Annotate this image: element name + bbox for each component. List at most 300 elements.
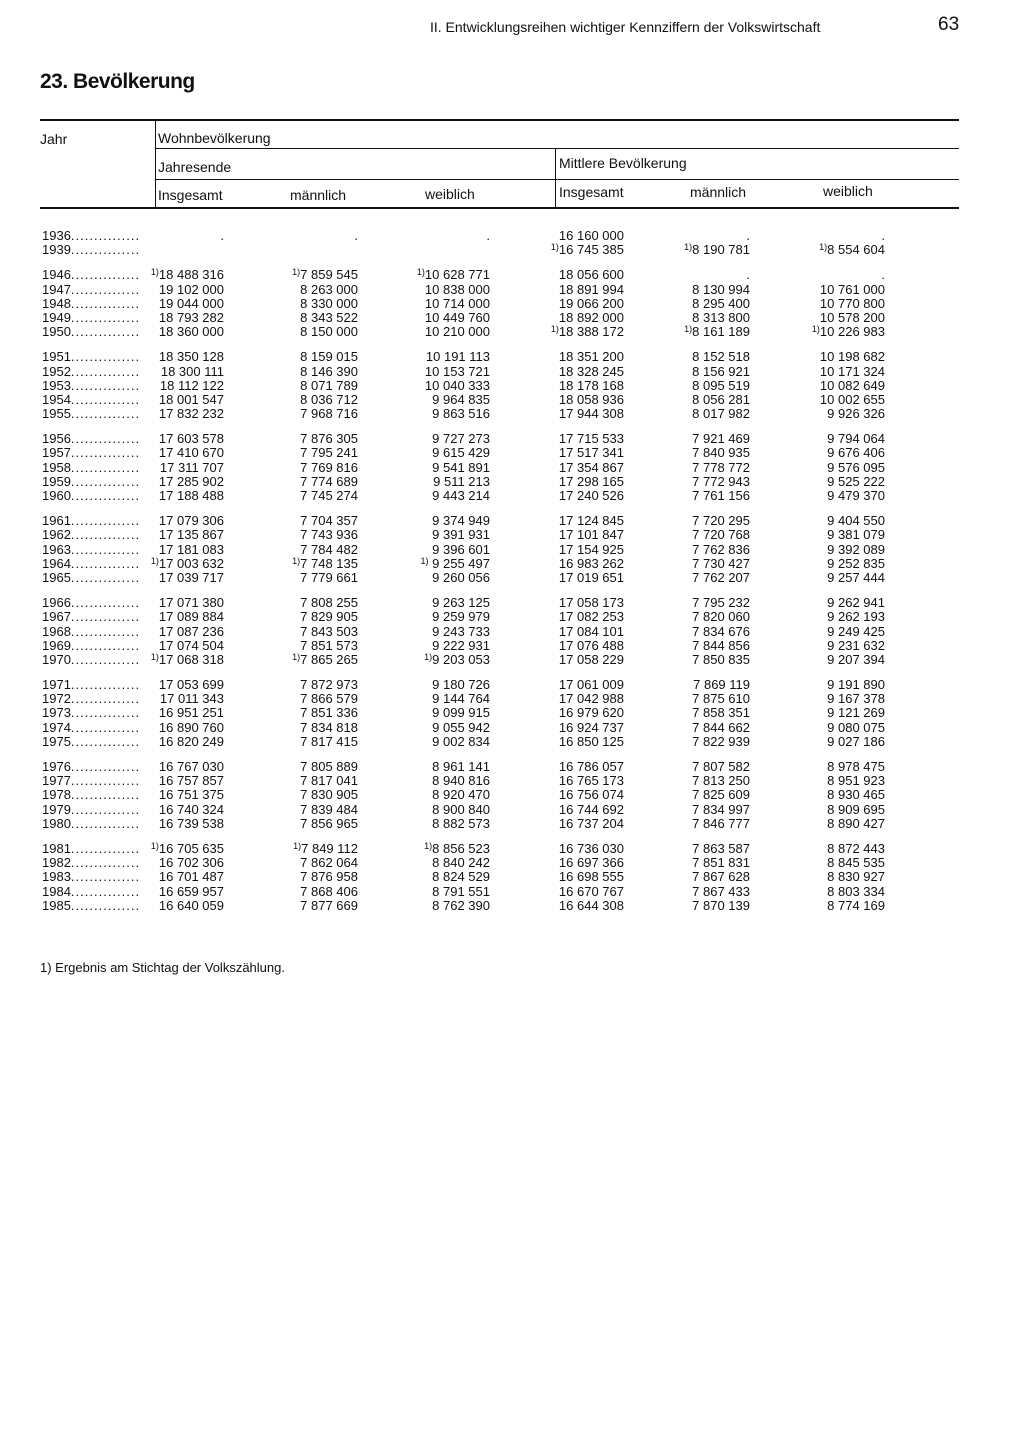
cell-insgesamt: 16 820 249 [158,733,224,749]
year-cell: 1966............... [42,596,141,611]
footnote-marker: 1) [550,324,559,335]
cell-mittel-weiblich: 9 794 064 [827,431,885,447]
year-cell: 1979............... [42,802,141,817]
year-cell: 1965............... [42,570,141,585]
cell-mittel-weiblich: 9 576 095 [827,459,885,475]
cell-mittel-maennlich: 7 851 831 [692,855,750,871]
year-cell: 1978............... [42,788,141,803]
cell-mittel-maennlich: 8 130 994 [692,281,750,297]
cell-mittel-weiblich: 10 171 324 [819,363,885,379]
year-cell: 1971............... [42,678,141,693]
cell-mittel-maennlich: 7 762 836 [692,541,750,557]
footnote-marker: 1) [292,651,301,662]
cell-weiblich: 8 840 242 [432,855,490,871]
footnote: 1) Ergebnis am Stichtag der Volkszählung. [40,960,285,975]
footnote-marker: 1) [420,555,429,566]
cell-mittel-insgesamt: 17 298 165 [558,473,624,489]
cell-maennlich: 8 159 015 [300,349,358,365]
cell-insgesamt: 17 135 867 [158,527,224,543]
cell-mittel-weiblich: . [881,228,885,243]
cell-mittel-insgesamt: 17 061 009 [558,677,624,693]
table-row [0,350,1024,364]
cell-insgesamt: . [220,228,224,243]
cell-mittel-weiblich: 9 926 326 [827,406,885,422]
cell-mittel-maennlich: 8 017 982 [692,406,750,422]
cell-insgesamt: 17 053 699 [158,677,224,693]
year-cell: 1976............... [42,760,141,774]
year-cell: 1951............... [42,350,141,365]
cell-mittel-maennlich: 7 840 935 [692,445,750,461]
cell-mittel-maennlich: 7 822 939 [692,733,750,749]
year-cell: 1936............... [42,229,141,243]
year-cell: 1975............... [42,734,141,749]
cell-maennlich: 7 779 661 [300,569,358,585]
table-row [0,379,1024,393]
table-row [0,678,1024,692]
cell-mittel-weiblich: 10 761 000 [819,281,885,297]
cell-mittel-weiblich: 9 252 835 [827,555,885,571]
footnote-marker: 1) [293,840,302,851]
cell-insgesamt: 16 751 375 [158,787,224,803]
cell-weiblich: 9 222 931 [432,637,490,653]
cell-maennlich: 7 834 818 [300,719,358,735]
cell-weiblich: 9 002 834 [432,733,490,749]
cell-mittel-insgesamt: 18 058 936 [558,391,624,407]
cell-maennlich: 7 805 889 [300,759,358,774]
cell-mittel-insgesamt: 16 737 204 [558,815,624,831]
footnote-marker: 1) [550,242,559,253]
year-cell: 1973............... [42,706,141,721]
cell-insgesamt: 16 739 538 [158,815,224,831]
cell-maennlich: 7 866 579 [300,691,358,707]
cell-mittel-maennlich: 7 778 772 [692,459,750,475]
cell-weiblich: 9 511 213 [433,473,490,489]
cell-mittel-insgesamt: 16 979 620 [558,705,624,721]
header-divider-year [155,119,156,207]
cell-weiblich: 10 040 333 [424,377,490,393]
year-cell: 1960............... [42,489,141,503]
cell-mittel-insgesamt: 18 892 000 [558,309,624,325]
cell-mittel-insgesamt: $^{1)}$18 388 172 [550,324,624,340]
footnote-marker: 1) [819,242,828,253]
col-header-year: Jahr [40,131,68,147]
cell-insgesamt: 19 044 000 [158,295,224,311]
cell-weiblich: $^{1)}$9 203 053 [424,651,490,667]
running-title: II. Entwicklungsreihen wichtiger Kennziffern der Volkswirtschaft [430,19,821,35]
footnote-marker: 1) [292,555,301,566]
cell-weiblich: 9 443 214 [432,488,490,503]
cell-maennlich: . [354,228,358,243]
cell-mittel-insgesamt: 17 517 341 [558,445,624,461]
year-cell: 1963............... [42,542,141,557]
cell-mittel-insgesamt: 16 924 737 [558,719,624,735]
table-row [0,721,1024,735]
footnote-marker: 1) [684,324,693,335]
cell-weiblich: 9 259 979 [432,609,490,625]
cell-mittel-weiblich: 9 027 186 [827,733,885,749]
cell-insgesamt: 17 311 707 [159,459,224,475]
cell-insgesamt: 17 079 306 [158,513,224,529]
cell-maennlich: $^{1)}$7 849 112 [293,840,358,856]
cell-weiblich: 8 824 529 [432,869,490,885]
cell-mittel-insgesamt: 17 084 101 [558,623,624,639]
cell-mittel-weiblich: 9 381 079 [827,527,885,543]
cell-weiblich: 9 180 726 [432,677,490,693]
cell-mittel-insgesamt: 17 058 229 [558,651,624,667]
cell-maennlich: 7 839 484 [300,801,358,817]
cell-mittel-maennlich: 7 850 835 [692,651,750,667]
cell-mittel-insgesamt: 16 160 000 [558,228,624,243]
col-header-insgesamt: Insgesamt [158,187,223,203]
cell-weiblich: 10 210 000 [424,324,490,340]
cell-mittel-insgesamt: 18 328 245 [558,363,624,379]
cell-maennlich: 7 817 041 [300,773,358,789]
cell-maennlich: 8 071 789 [300,377,358,393]
cell-insgesamt: 17 071 380 [158,595,224,611]
cell-insgesamt: 17 011 343 [159,691,224,707]
table-body [0,229,1024,913]
year-cell: 1950............... [42,325,141,340]
cell-mittel-insgesamt: 18 891 994 [558,281,624,297]
cell-mittel-weiblich: 8 909 695 [827,801,885,817]
cell-weiblich: 8 762 390 [432,897,490,913]
cell-mittel-insgesamt: 16 756 074 [558,787,624,803]
cell-insgesamt: $^{1)}$17 003 632 [150,555,224,571]
cell-mittel-weiblich: 9 404 550 [827,513,885,529]
table-row [0,842,1024,856]
cell-mittel-weiblich: 9 262 941 [827,595,885,611]
cell-mittel-maennlich: 7 867 628 [692,869,750,885]
cell-maennlich: 7 830 905 [300,787,358,803]
cell-mittel-insgesamt: 17 042 988 [558,691,624,707]
cell-weiblich: $^{1)}$8 856 523 [424,840,490,856]
table-row [0,514,1024,528]
cell-weiblich: 10 191 113 [425,349,490,365]
cell-insgesamt: 18 300 111 [160,363,224,379]
col-header-weiblich-mittel: weiblich [823,183,873,199]
cell-weiblich: 8 900 840 [432,801,490,817]
year-cell: 1964............... [42,556,141,571]
cell-weiblich: 8 791 551 [432,883,490,899]
cell-mittel-insgesamt: 17 101 847 [558,527,624,543]
table-row [0,243,1024,257]
footnote-marker: 1) [424,840,433,851]
cell-mittel-weiblich: 8 830 927 [827,869,885,885]
cell-mittel-maennlich: 7 761 156 [692,488,750,503]
cell-mittel-weiblich: 9 231 632 [827,637,885,653]
cell-weiblich: 10 714 000 [424,295,490,311]
cell-mittel-maennlich: 7 863 587 [692,840,750,856]
cell-mittel-maennlich: 7 807 582 [692,759,750,774]
cell-weiblich: 8 961 141 [432,759,490,774]
table-row [0,475,1024,489]
col-header-weiblich: weiblich [425,186,475,202]
cell-mittel-maennlich: 7 869 119 [693,677,750,693]
cell-mittel-maennlich: 7 870 139 [692,897,750,913]
year-cell: 1982............... [42,856,141,871]
cell-mittel-maennlich: $^{1)}$8 161 189 [684,324,750,340]
cell-mittel-insgesamt: 17 240 526 [558,488,624,503]
year-cell: 1952............... [42,364,141,379]
year-cell: 1972............... [42,692,141,707]
cell-insgesamt: 16 757 857 [158,773,224,789]
cell-mittel-weiblich: 9 191 890 [827,677,885,693]
cell-maennlich: 8 330 000 [300,295,358,311]
cell-mittel-maennlich: 8 095 519 [692,377,750,393]
cell-mittel-insgesamt: 17 076 488 [558,637,624,653]
cell-mittel-weiblich: $^{1)}$8 554 604 [819,242,885,258]
year-cell: 1981............... [42,841,141,856]
cell-mittel-weiblich: 8 803 334 [827,883,885,899]
footnote-marker: 1) [416,267,425,278]
cell-weiblich: 10 838 000 [424,281,490,297]
cell-insgesamt: 16 701 487 [158,869,224,885]
cell-insgesamt: 16 767 030 [158,759,224,774]
year-cell: 1947............... [42,282,141,297]
table-row [0,311,1024,325]
cell-mittel-weiblich: 9 080 075 [827,719,885,735]
cell-maennlich: 7 769 816 [300,459,358,475]
year-cell: 1974............... [42,720,141,735]
cell-insgesamt: $^{1)}$17 068 318 [150,651,224,667]
table-row [0,268,1024,282]
cell-insgesamt: 17 188 488 [158,488,224,503]
cell-insgesamt: 17 074 504 [158,637,224,653]
cell-maennlich: 7 795 241 [300,445,358,461]
cell-insgesamt: 19 102 000 [158,281,224,297]
table-row [0,432,1024,446]
cell-maennlich: 7 829 905 [300,609,358,625]
year-cell: 1954............... [42,392,141,407]
cell-weiblich: 8 940 816 [432,773,490,789]
table-row [0,571,1024,585]
footnote-marker: 1) [150,267,159,278]
cell-mittel-maennlich: 7 820 060 [692,609,750,625]
cell-mittel-insgesamt: 18 351 200 [558,349,624,365]
cell-mittel-weiblich: 9 262 193 [827,609,885,625]
year-cell: 1953............... [42,378,141,393]
cell-mittel-insgesamt: 16 644 308 [558,897,624,913]
footnote-marker: 1) [150,555,159,566]
cell-mittel-maennlich: 7 844 662 [692,719,750,735]
table-row [0,788,1024,802]
cell-weiblich: 9 391 931 [432,527,490,543]
cell-mittel-weiblich: 9 207 394 [827,651,885,667]
subgroup-header-mittlere: Mittlere Bevölkerung [559,155,687,171]
cell-mittel-maennlich: 7 834 676 [692,623,750,639]
cell-mittel-maennlich: 7 720 295 [692,513,750,529]
table-row [0,803,1024,817]
cell-mittel-maennlich: 7 875 610 [692,691,750,707]
year-cell: 1969............... [42,638,141,653]
cell-insgesamt: 16 740 324 [158,801,224,817]
cell-maennlich: 8 263 000 [300,281,358,297]
table-row [0,297,1024,311]
table-row [0,610,1024,624]
cell-maennlich: 8 343 522 [300,309,358,325]
cell-mittel-insgesamt: 16 786 057 [558,759,624,774]
year-cell: 1977............... [42,774,141,789]
cell-maennlich: 8 150 000 [300,324,358,340]
cell-mittel-maennlich: 7 813 250 [692,773,750,789]
cell-weiblich: 9 099 915 [432,705,490,721]
cell-maennlich: 7 745 274 [300,488,358,503]
table-row [0,407,1024,421]
cell-insgesamt: 18 112 122 [159,377,224,393]
cell-mittel-maennlich: 7 921 469 [692,431,750,447]
cell-weiblich: $^{1)}$ 9 255 497 [420,555,490,571]
cell-insgesamt: 18 793 282 [158,309,224,325]
cell-mittel-weiblich: 10 198 682 [819,349,885,365]
cell-mittel-weiblich: 10 002 655 [819,391,885,407]
cell-weiblich: 9 863 516 [432,406,490,422]
cell-insgesamt: 16 640 059 [158,897,224,913]
col-header-insgesamt-mittel: Insgesamt [559,184,624,200]
cell-mittel-weiblich: 9 249 425 [827,623,885,639]
cell-mittel-insgesamt: 17 354 867 [558,459,624,475]
cell-mittel-maennlich: . [746,267,750,283]
cell-maennlich: 7 784 482 [300,541,358,557]
cell-insgesamt: 16 951 251 [158,705,224,721]
cell-weiblich: . [486,228,490,243]
cell-maennlich: 7 862 064 [300,855,358,871]
cell-insgesamt: 17 181 083 [158,541,224,557]
cell-insgesamt: 17 410 670 [158,445,224,461]
table-row [0,639,1024,653]
cell-mittel-weiblich: 8 872 443 [827,840,885,856]
table-row [0,870,1024,884]
footnote-marker: 1) [150,840,159,851]
cell-weiblich: 8 882 573 [432,815,490,831]
cell-weiblich: 9 374 949 [432,513,490,529]
cell-weiblich: $^{1)}$10 628 771 [416,267,490,283]
cell-maennlich: 7 851 573 [300,637,358,653]
cell-maennlich: 7 876 958 [300,869,358,885]
cell-mittel-maennlich: 8 056 281 [692,391,750,407]
cell-weiblich: 9 243 733 [432,623,490,639]
cell-maennlich: 7 877 669 [300,897,358,913]
table-row [0,393,1024,407]
table-row [0,528,1024,542]
cell-mittel-maennlich: 7 846 777 [692,815,750,831]
cell-mittel-weiblich: 8 951 923 [827,773,885,789]
year-cell: 1959............... [42,474,141,489]
cell-mittel-insgesamt: 16 670 767 [558,883,624,899]
cell-mittel-maennlich: 7 762 207 [692,569,750,585]
cell-mittel-weiblich: 9 676 406 [827,445,885,461]
cell-mittel-weiblich: $^{1)}$10 226 983 [811,324,885,340]
table-row [0,692,1024,706]
year-cell: 1968............... [42,624,141,639]
col-header-maennlich: männlich [290,187,347,203]
cell-maennlich: 7 817 415 [300,733,358,749]
cell-mittel-maennlich: $^{1)}$8 190 781 [684,242,750,258]
table-row [0,461,1024,475]
table-row [0,774,1024,788]
footnote-marker: 1) [684,242,693,253]
cell-mittel-weiblich: 8 774 169 [827,897,885,913]
table-row [0,489,1024,503]
cell-insgesamt: 17 832 232 [158,406,224,422]
group-header-wohnbevoelkerung: Wohnbevölkerung [158,130,271,146]
cell-mittel-insgesamt: 17 715 533 [558,431,624,447]
table-top-rule [40,119,959,121]
cell-maennlich: 7 876 305 [300,431,358,447]
cell-mittel-insgesamt: 17 019 651 [558,569,624,585]
cell-insgesamt: 17 285 902 [158,473,224,489]
cell-mittel-maennlich: 7 730 427 [692,555,750,571]
cell-maennlich: 7 851 336 [300,705,358,721]
year-cell: 1961............... [42,514,141,529]
cell-mittel-weiblich: 8 890 427 [827,815,885,831]
cell-insgesamt: 18 001 547 [158,391,224,407]
year-cell: 1939............... [42,243,141,258]
cell-mittel-insgesamt: 16 698 555 [558,869,624,885]
table-row [0,596,1024,610]
footnote-marker: 1) [811,324,820,335]
table-row [0,899,1024,913]
cell-mittel-weiblich: 9 167 378 [827,691,885,707]
subgroup-header-jahresende: Jahresende [158,159,232,175]
cell-maennlich: 8 146 390 [300,363,358,379]
cell-mittel-insgesamt: 16 983 262 [558,555,624,571]
cell-insgesamt: 17 089 884 [158,609,224,625]
year-cell: 1946............... [42,268,141,283]
year-cell: 1948............... [42,296,141,311]
col-header-maennlich-mittel: männlich [690,184,747,200]
cell-mittel-insgesamt: 16 850 125 [558,733,624,749]
cell-mittel-maennlich: 7 772 943 [692,473,750,489]
year-cell: 1956............... [42,432,141,447]
cell-maennlich: $^{1)}$7 859 545 [292,267,358,283]
cell-mittel-weiblich: . [881,267,885,283]
table-row [0,760,1024,774]
header-rule-wohn [155,148,959,149]
cell-mittel-weiblich: 9 479 370 [827,488,885,503]
cell-insgesamt: 17 603 578 [158,431,224,447]
footnote-marker: 1) [424,651,433,662]
cell-mittel-weiblich: 9 257 444 [827,569,885,585]
table-row [0,325,1024,339]
cell-mittel-insgesamt: 17 154 925 [558,541,624,557]
cell-mittel-insgesamt: 16 736 030 [558,840,624,856]
cell-mittel-maennlich: 7 844 856 [692,637,750,653]
table-row [0,543,1024,557]
cell-mittel-insgesamt: 17 124 845 [558,513,624,529]
page-title: 23. Bevölkerung [40,70,195,93]
cell-mittel-insgesamt: 19 066 200 [558,295,624,311]
table-row [0,365,1024,379]
cell-mittel-maennlich: 8 295 400 [692,295,750,311]
year-cell: 1949............... [42,310,141,325]
cell-mittel-insgesamt: 16 765 173 [558,773,624,789]
cell-insgesamt: 16 659 957 [158,883,224,899]
cell-mittel-maennlich: 7 867 433 [692,883,750,899]
cell-maennlich: 7 968 716 [300,406,358,422]
cell-maennlich: 8 036 712 [300,391,358,407]
cell-mittel-weiblich: 9 121 269 [827,705,885,721]
cell-maennlich: $^{1)}$7 865 265 [292,651,358,667]
cell-weiblich: 10 449 760 [424,309,490,325]
header-divider-groups [555,148,556,207]
year-cell: 1970............... [42,652,141,667]
cell-mittel-weiblich: 8 930 465 [827,787,885,803]
cell-mittel-weiblich: 8 845 535 [827,855,885,871]
cell-insgesamt: 18 350 128 [158,349,224,365]
footnote-marker: 1) [292,267,301,278]
table-row [0,653,1024,667]
cell-weiblich: 9 055 942 [432,719,490,735]
